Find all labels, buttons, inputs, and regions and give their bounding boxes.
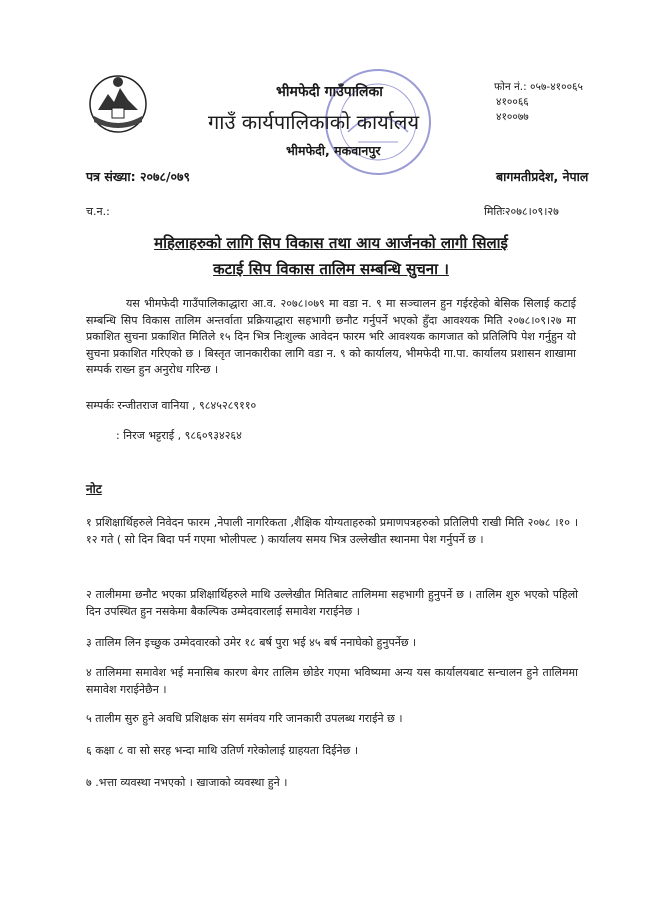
reference-number: पत्र संख्या: २०७८/०७९ bbox=[86, 169, 191, 184]
dispatch-number: च.न.: bbox=[86, 205, 110, 218]
note-item: ३ तालिम लिन इच्छुक उम्मेदवारको उमेर १८ बर्ष पुरा भई ४५ बर्ष ननाघेको हुनुपर्नेछ । bbox=[86, 636, 417, 649]
note-item: ५ तालीम सुरु हुने अवधि प्रशिक्षक संग समंवय गरि जानकारी उपलब्ध गराईने छ । bbox=[86, 712, 403, 725]
note-item: १ प्रशिक्षार्थिहरुले निवेदन फारम ,नेपाली नागरिकता ,शैक्षिक योग्यताहरुको प्रमाणपत्रहरुको प्रतिलिपी राखी मिति २०७८ ।१० ।१२ गते ( सो दिन बिदा पर्न गएमा भोलीपल्ट ) कार्यालय समय भित्र उल्लेखीत स्थानमा पेश गर्नुपर्ने छ । bbox=[86, 516, 578, 546]
phone-line: ४१००६६ bbox=[496, 96, 529, 108]
note-item: ६ कक्षा ८ वा सो सरह भन्दा माथि उतिर्ण गरेकोलाई ग्राहयता दिईनेछ । bbox=[86, 744, 359, 757]
title-line-1: महिलाहरुको लागि सिप विकास तथा आय आर्जनको लागी सिलाई bbox=[154, 234, 508, 252]
nepal-emblem-icon bbox=[88, 72, 148, 134]
notice-body: यस भीमफेदी गाउँपालिकाद्धारा आ.व. २०७८।०७९ मा वडा न. ९ मा सञ्चालन हुन गईरहेको बेसिक सिलाई कटाई सम्बन्धि सिप विकास तालिम अन्तर्वाता प्रक्रियाद्धारा सहभागी छनौट गर्नुपर्ने भएको हुँदा आवश्यक मिति २०७८।०९।२७ मा प्रकाशित सुचना प्रकाशित मितिले १५ दिन भित्र निःशुल्क आवेदन फारम भरि आवश्यक कागजात को प्रतिलिपि पेश गर्नुहुन यो सुचना प्रकाशित गरिएको छ । बिस्तृत जानकारीका लागि वडा न. ९ को कार्यालय, भीमफेदी गा.पा. कार्यालय प्रशासन शाखामा सम्पर्क राख्न हुन अनुरोध गरिन्छ । bbox=[86, 297, 576, 376]
notice-title bbox=[86, 230, 576, 282]
note-item: २ तालीममा छनौट भएका प्रशिक्षार्थिहरुले माथि उल्लेखीत मितिबाट तालिममा सहभागी हुनुपर्ने छ । तालिम शुरु भएको पहिलो दिन उपस्थित हुन नसकेमा बैकल्पिक उम्मेदवारलाई समावेश गराईनेछ । bbox=[86, 588, 578, 618]
phone-line: ४१००७७ bbox=[496, 111, 529, 123]
org-name: भीमफेदी गाउँपालिका bbox=[276, 84, 383, 100]
note-item: ७ .भत्ता व्यवस्था नभएको । खाजाको व्यवस्था हुने । bbox=[86, 776, 288, 789]
phone-line: फोन नं.: ०५७-४१००६५ bbox=[494, 81, 583, 93]
province: बागमतीप्रदेश, नेपाल bbox=[496, 169, 589, 184]
note-item: ४ तालिममा समावेश भई मनासिब कारण बेगर तालिम छोडेर गएमा भविष्यमा अन्य यस कार्यालयबाट सन्चालन हुने तालिममा समावेश गराईनेछैन । bbox=[86, 666, 578, 696]
contact-person-2: : निरज भट्टराई , ९८६०९३४२६४ bbox=[116, 429, 242, 442]
office-name: गाउँ कार्यपालिकाको कार्यालय bbox=[208, 110, 420, 134]
phone-numbers bbox=[494, 80, 614, 125]
notice-date: मितिः२०७८।०९।२७ bbox=[484, 205, 559, 218]
org-address: भीमफेदी, मकवानपुर bbox=[286, 143, 381, 158]
title-line-2: कटाई सिप विकास तालिम सम्बन्धि सुचना । bbox=[213, 260, 449, 278]
notes-heading: नोट bbox=[86, 482, 102, 496]
contact-person-1: सम्पर्कः रन्जीतराज वानिया , ९८४५२८९११० bbox=[86, 399, 257, 412]
